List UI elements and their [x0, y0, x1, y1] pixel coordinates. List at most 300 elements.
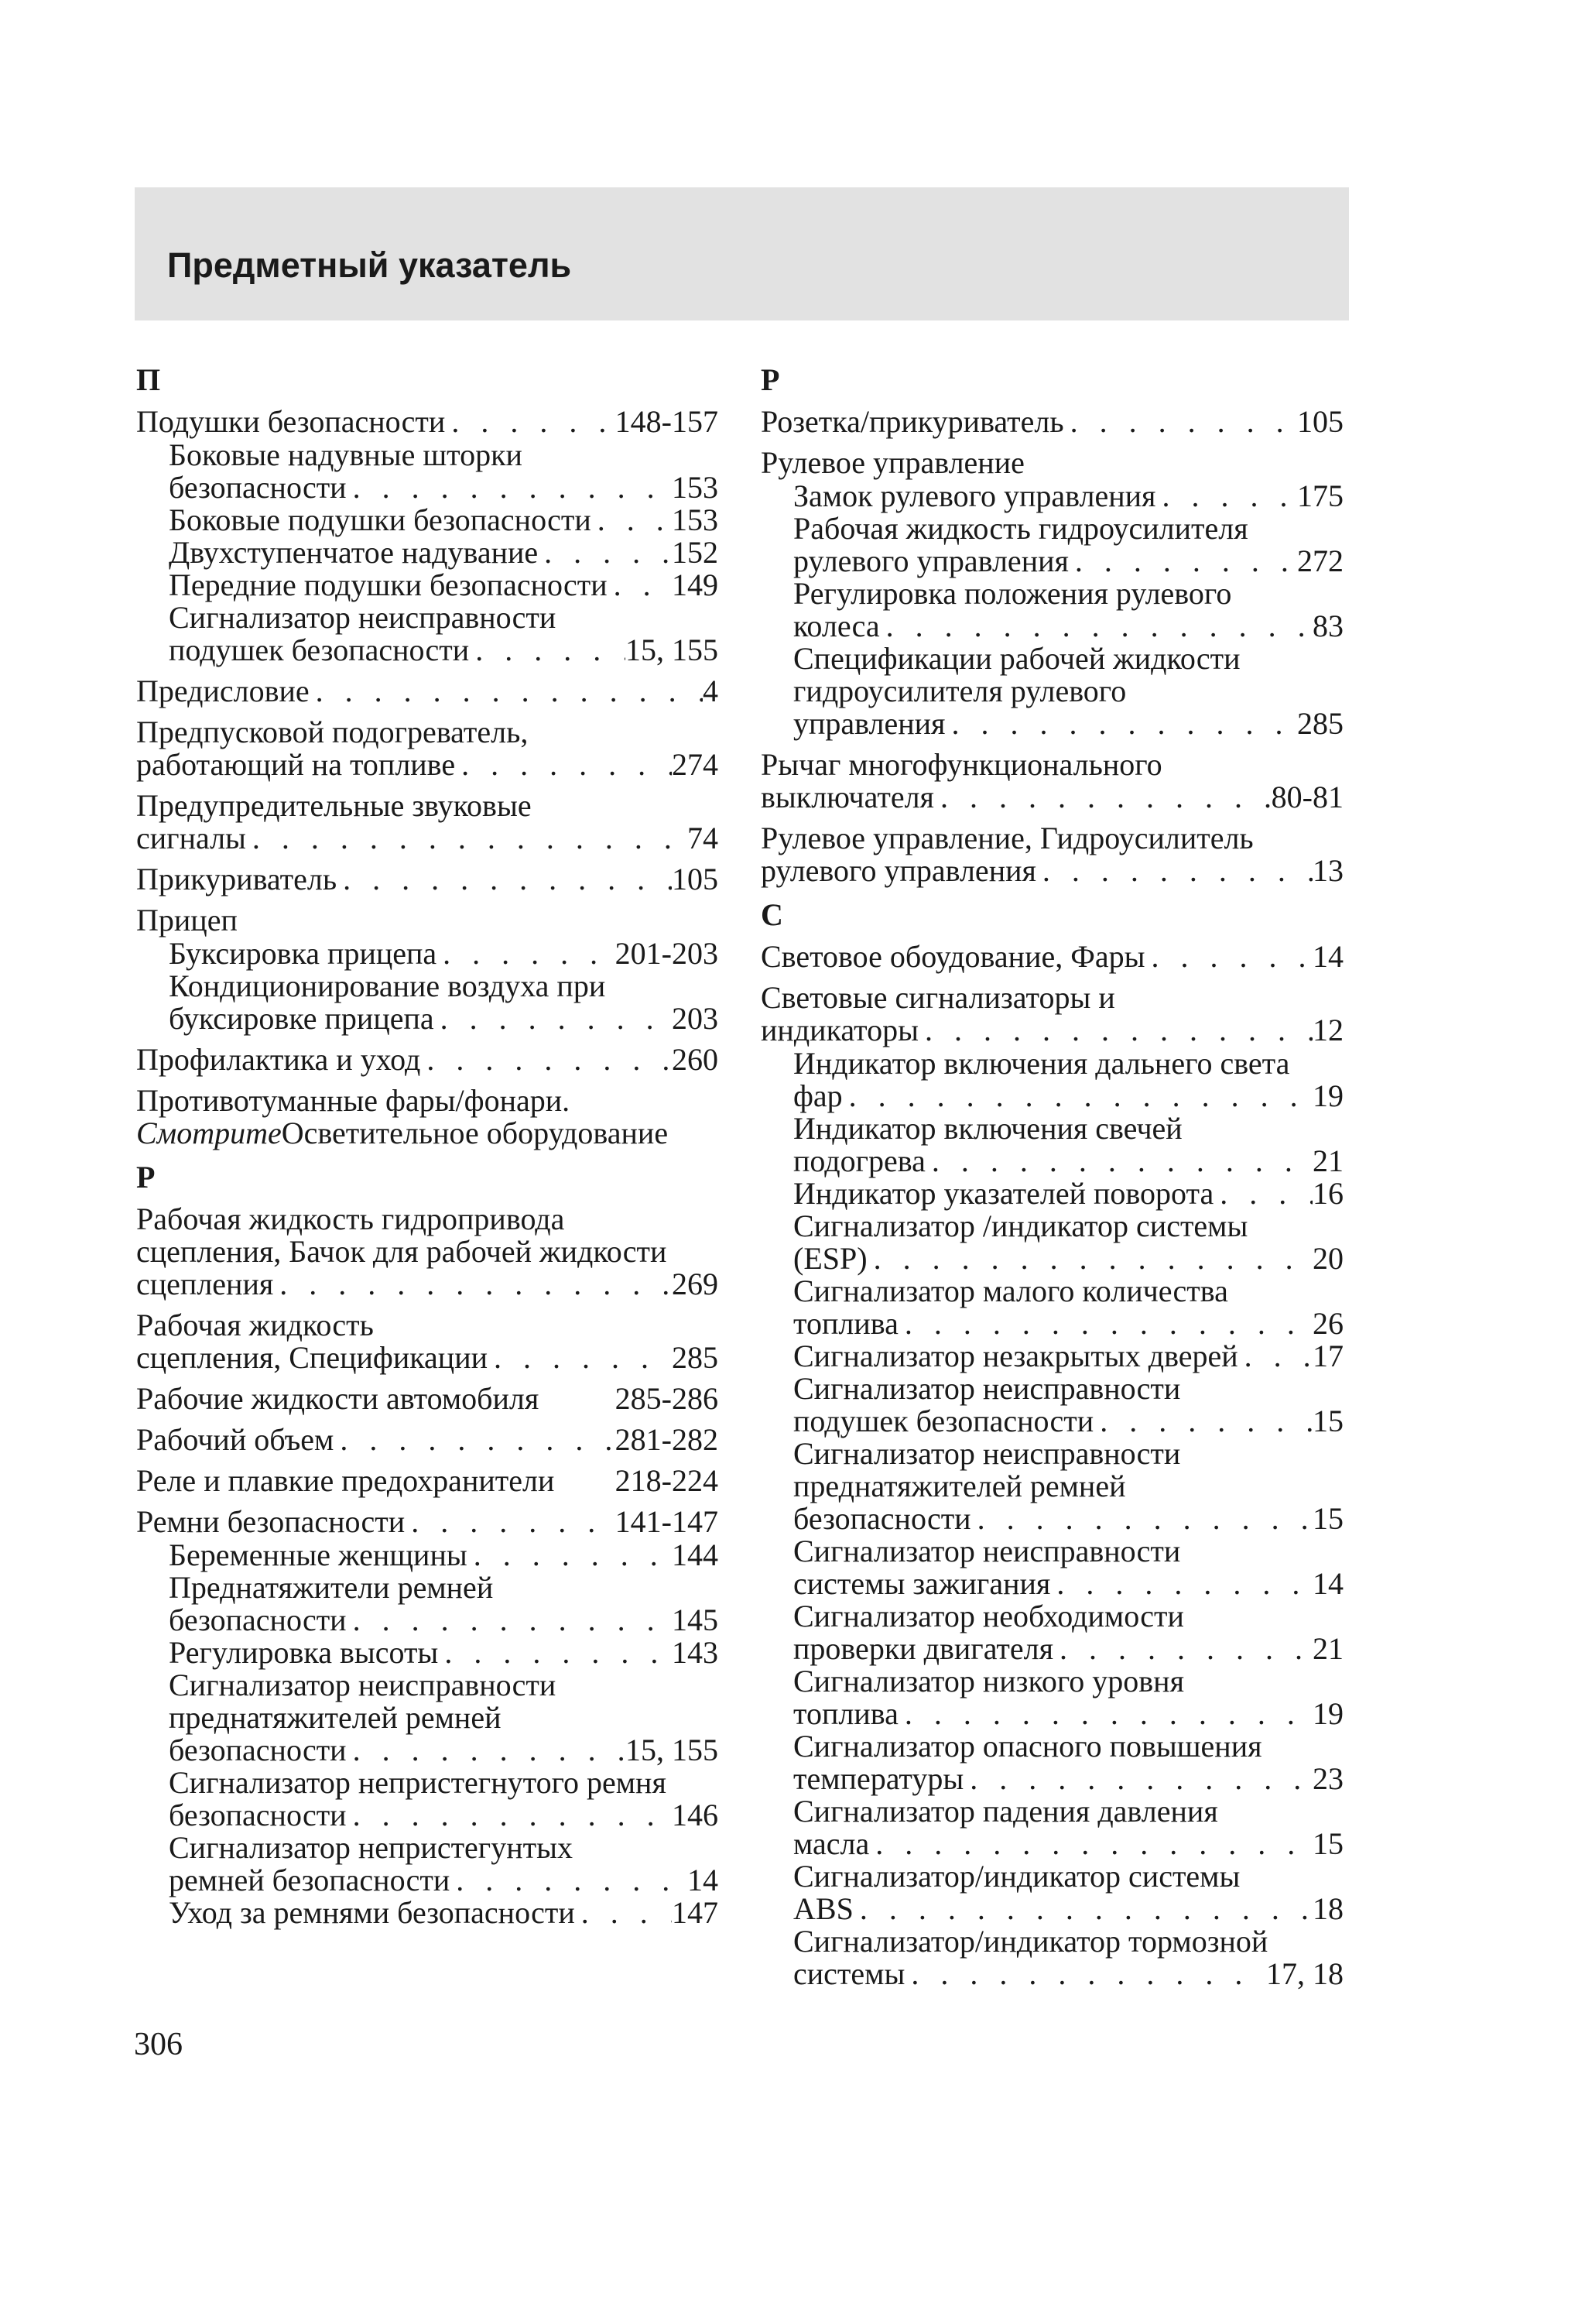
- page-number: 306: [134, 2027, 183, 2062]
- index-subentry: [136, 1832, 718, 1897]
- subentry-line: [761, 1145, 1344, 1177]
- page-ref: 144: [672, 1537, 718, 1572]
- dot-leader: [934, 781, 1272, 814]
- dot-leader: [1214, 1177, 1313, 1210]
- index-entry: [761, 447, 1344, 740]
- entry-label: Рычаг многофункционального: [761, 747, 1162, 782]
- dot-leader: [1069, 545, 1297, 578]
- subentry-line: [761, 1730, 1344, 1763]
- subentry-label: ABS: [793, 1891, 854, 1926]
- subentry-list: [136, 937, 718, 1035]
- subentry-label: Сигнализатор падения давления: [793, 1794, 1218, 1829]
- entry-line: [761, 1014, 1344, 1047]
- index-subentry: [761, 1210, 1344, 1275]
- dot-leader: [880, 610, 1313, 643]
- page-title: Предметный указатель: [167, 245, 572, 285]
- subentry-line: [761, 610, 1344, 643]
- index-entry: [136, 1085, 718, 1150]
- subentry-label: Сигнализатор незакрытых дверей: [793, 1339, 1238, 1373]
- subentry-label: топлива: [793, 1306, 899, 1341]
- entry-label: индикаторы: [761, 1013, 919, 1047]
- subentry-line: [761, 1568, 1344, 1600]
- subentry-line: [761, 578, 1344, 610]
- entry-line: [136, 904, 718, 937]
- subentry-line: [761, 545, 1344, 578]
- entry-line: [136, 1236, 718, 1268]
- entry-line: [136, 1383, 718, 1415]
- index-entry: [761, 941, 1344, 973]
- index-entry: [761, 822, 1344, 887]
- dot-leader: [455, 749, 672, 781]
- entry-line: [761, 406, 1344, 438]
- subentry-label: Уход за ремнями безопасности: [169, 1895, 575, 1930]
- subentry-label: безопасности: [793, 1501, 971, 1536]
- page-ref: 153: [672, 502, 718, 537]
- page-ref: 285: [1297, 706, 1344, 741]
- entry-label: Световые сигнализаторы и: [761, 980, 1115, 1015]
- index-entry: [761, 982, 1344, 1990]
- index-entry: [136, 1044, 718, 1076]
- section-letter: П: [136, 362, 161, 397]
- entry-label: Предпусковой подогреватель,: [136, 715, 529, 749]
- dot-leader: [467, 1539, 672, 1572]
- subentry-label: подогрева: [793, 1143, 926, 1178]
- section-letter: С: [761, 897, 783, 932]
- index-entry: [136, 1465, 718, 1497]
- entry-label: Осветительное оборудование: [281, 1116, 669, 1150]
- page-ref: 149: [672, 567, 718, 602]
- subentry-label: подушек безопасности: [793, 1404, 1094, 1438]
- subentry-list: [136, 439, 718, 667]
- subentry-label: Буксировка прицепа: [169, 936, 437, 971]
- subentry-label: Сигнализатор /индикатор системы: [793, 1208, 1248, 1243]
- entry-label: работающий на топливе: [136, 747, 456, 782]
- entry-label: Рабочая жидкость: [136, 1308, 374, 1342]
- page-ref: 21: [1313, 1143, 1344, 1178]
- index-entry: [136, 1383, 718, 1415]
- dot-leader: [919, 1014, 1313, 1047]
- dot-leader: [1155, 480, 1297, 512]
- index-subentry: [136, 439, 718, 504]
- subentry-line: [761, 1763, 1344, 1795]
- subentry-line: [761, 1893, 1344, 1925]
- subentry-label: безопасности: [169, 1733, 347, 1767]
- index-subentry: [136, 937, 718, 970]
- dot-leader: [1050, 1568, 1313, 1600]
- page-ref: 74: [687, 821, 718, 855]
- subentry-line: [761, 480, 1344, 512]
- subentry-line: [761, 643, 1344, 675]
- entry-label: сцепления, Бачок для рабочей жидкости: [136, 1234, 667, 1269]
- entry-label: Прицеп: [136, 903, 238, 937]
- subentry-label: Боковые подушки безопасности: [169, 502, 591, 537]
- subentry-line: [761, 1470, 1344, 1503]
- entry-label: Реле и плавкие предохранители: [136, 1463, 555, 1498]
- subentry-line: [136, 1864, 718, 1897]
- index-subentry: [761, 1177, 1344, 1210]
- entry-line: [136, 1268, 718, 1301]
- dot-leader: [1064, 406, 1297, 438]
- subentry-line: [761, 1210, 1344, 1243]
- entry-line: [136, 675, 718, 708]
- subentry-label: Индикатор включения свечей: [793, 1111, 1183, 1146]
- entry-line: [136, 1424, 718, 1456]
- index-section: [761, 896, 1344, 1990]
- entry-line: [136, 822, 718, 855]
- dot-leader: [869, 1828, 1313, 1860]
- dot-leader: [347, 471, 672, 504]
- subentry-line: [761, 708, 1344, 740]
- page-ref: 145: [672, 1602, 718, 1637]
- subentry-line: [761, 1177, 1344, 1210]
- index-subentry: [136, 504, 718, 536]
- subentry-label: Сигнализатор низкого уровня: [793, 1664, 1184, 1698]
- page-ref: 18: [1313, 1891, 1344, 1926]
- index-section: [136, 361, 718, 1150]
- dot-leader: [575, 1897, 672, 1929]
- index-subentry: [761, 1373, 1344, 1438]
- entry-line: [761, 749, 1344, 781]
- subentry-label: колеса: [793, 608, 880, 643]
- page-ref: 15, 155: [625, 1733, 718, 1767]
- entry-line: [761, 447, 1344, 479]
- subentry-label: масла: [793, 1826, 870, 1861]
- subentry-label: безопасности: [169, 1798, 347, 1832]
- index-subentry: [761, 1860, 1344, 1925]
- index-subentry: [761, 512, 1344, 578]
- subentry-line: [761, 1438, 1344, 1470]
- subentry-label: буксировке прицепа: [169, 1001, 434, 1036]
- subentry-label: Сигнализатор опасного повышения: [793, 1729, 1262, 1764]
- page-ref: 146: [672, 1798, 718, 1832]
- dot-leader: [438, 1637, 672, 1669]
- subentry-line: [761, 1112, 1344, 1145]
- dot-leader: [608, 569, 672, 602]
- section-letter: Р: [761, 362, 780, 397]
- subentry-label: Сигнализатор непристегунтых: [169, 1830, 573, 1865]
- entry-label: Противотуманные фары/фонари.: [136, 1083, 570, 1118]
- subentry-line: [136, 1572, 718, 1604]
- entry-label: Подушки безопасности: [136, 404, 446, 439]
- subentry-label: Сигнализатор неисправности: [169, 600, 556, 635]
- entry-label: Рабочий объем: [136, 1422, 334, 1457]
- subentry-list: [761, 1047, 1344, 1990]
- subentry-label: Спецификации рабочей жидкости: [793, 641, 1241, 676]
- page-ref: 203: [672, 1001, 718, 1036]
- index-subentry: [136, 1767, 718, 1832]
- subentry-line: [761, 1633, 1344, 1665]
- subentry-line: [761, 1080, 1344, 1112]
- dot-leader: [945, 708, 1297, 740]
- subentry-line: [761, 1698, 1344, 1730]
- page-ref: 175: [1297, 478, 1344, 513]
- page-ref: 260: [672, 1042, 718, 1077]
- subentry-label: проверки двигателя: [793, 1631, 1054, 1666]
- subentry-line: [136, 1003, 718, 1035]
- subentry-line: [761, 1373, 1344, 1405]
- index-subentry: [761, 480, 1344, 512]
- entry-label: сцепления, Спецификации: [136, 1340, 488, 1375]
- page-ref: 16: [1313, 1176, 1344, 1211]
- index-subentry: [136, 1897, 718, 1929]
- subentry-label: Сигнализатор неисправности: [793, 1436, 1181, 1471]
- page-ref: 80-81: [1271, 780, 1344, 814]
- subentry-line: [761, 1243, 1344, 1275]
- index-section: [761, 361, 1344, 887]
- dot-leader: [1036, 855, 1313, 887]
- index-entry: [761, 749, 1344, 814]
- subentry-line: [136, 1637, 718, 1669]
- dot-leader: [899, 1308, 1313, 1340]
- dot-leader: [347, 1799, 672, 1832]
- page-ref: 13: [1313, 853, 1344, 888]
- index-subentry: [761, 1925, 1344, 1990]
- subentry-label: фар: [793, 1078, 843, 1113]
- subentry-label: управления: [793, 706, 946, 741]
- index-subentry: [136, 536, 718, 569]
- subentry-label: Сигнализатор неисправности: [793, 1534, 1181, 1568]
- subentry-line: [136, 1702, 718, 1734]
- entry-label: рулевого управления: [761, 853, 1036, 888]
- subentry-label: температуры: [793, 1761, 964, 1796]
- dot-leader: [488, 1342, 672, 1374]
- subentry-label: (ESP): [793, 1241, 868, 1276]
- index-entry: [136, 1506, 718, 1929]
- subentry-line: [136, 1832, 718, 1864]
- page-ref: 15, 155: [625, 632, 718, 667]
- dot-leader: [469, 634, 625, 667]
- subentry-line: [761, 1925, 1344, 1958]
- index-subentry: [136, 970, 718, 1035]
- page-ref: 17: [1313, 1339, 1344, 1373]
- entry-label: Рулевое управление, Гидроусилитель: [761, 821, 1254, 855]
- entry-line: [136, 1342, 718, 1374]
- dot-leader: [843, 1080, 1313, 1112]
- entry-line: [136, 406, 718, 438]
- subentry-label: подушек безопасности: [169, 632, 470, 667]
- subentry-label: Сигнализатор неисправности: [793, 1371, 1181, 1406]
- dot-leader: [1238, 1340, 1313, 1373]
- dot-leader: [899, 1698, 1313, 1730]
- index-entry: [136, 1309, 718, 1374]
- subentry-label: преднатяжителей ремней: [793, 1469, 1126, 1503]
- index-subentry: [136, 1572, 718, 1637]
- subentry-label: системы зажигания: [793, 1566, 1051, 1601]
- entry-label: Ремни безопасности: [136, 1504, 406, 1539]
- page-ref: 17, 18: [1266, 1956, 1344, 1991]
- page-ref: 4: [703, 674, 718, 708]
- dot-leader: [1145, 941, 1313, 973]
- page-ref: 269: [672, 1267, 718, 1301]
- entry-label: Предупредительные звуковые: [136, 788, 532, 823]
- subentry-line: [136, 569, 718, 602]
- dot-leader: [971, 1503, 1313, 1535]
- index-subentry: [136, 569, 718, 602]
- index-column-right: [761, 361, 1344, 1999]
- subentry-label: Сигнализатор малого количества: [793, 1273, 1228, 1308]
- page-ref: 281-282: [614, 1422, 718, 1457]
- subentry-line: [761, 1047, 1344, 1080]
- index-subentry: [761, 1275, 1344, 1340]
- index-subentry: [136, 1637, 718, 1669]
- dot-leader: [1094, 1405, 1313, 1438]
- subentry-label: рулевого управления: [793, 543, 1069, 578]
- subentry-line: [761, 675, 1344, 708]
- subentry-line: [136, 1734, 718, 1767]
- page-ref: 147: [672, 1895, 718, 1930]
- subentry-line: [761, 1503, 1344, 1535]
- entry-line: [136, 1044, 718, 1076]
- dot-leader: [347, 1604, 672, 1637]
- page-ref: 105: [1297, 404, 1344, 439]
- index-entry: [136, 716, 718, 781]
- page-ref: 218-224: [614, 1463, 718, 1498]
- subentry-line: [136, 1669, 718, 1702]
- entry-line: [136, 1117, 718, 1150]
- subentry-label: Индикатор указателей поворота: [793, 1176, 1214, 1211]
- index-subentry: [761, 1047, 1344, 1112]
- page-ref: 201-203: [614, 936, 718, 971]
- subentry-label: безопасности: [169, 1602, 347, 1637]
- entry-label: Рабочие жидкости автомобиля: [136, 1381, 539, 1416]
- subentry-line: [761, 1405, 1344, 1438]
- subentry-label: Сигнализатор/индикатор системы: [793, 1859, 1241, 1894]
- page-ref: 15: [1313, 1826, 1344, 1861]
- header-band: [135, 187, 1349, 320]
- index-subentry: [761, 643, 1344, 740]
- subentry-label: Регулировка высоты: [169, 1635, 439, 1670]
- subentry-label: безопасности: [169, 470, 347, 505]
- subentry-list: [761, 480, 1344, 740]
- entry-label: сигналы: [136, 821, 246, 855]
- page-ref: 21: [1313, 1631, 1344, 1666]
- index-subentry: [761, 1600, 1344, 1665]
- index-entry: [761, 406, 1344, 438]
- index-column-left: [136, 361, 718, 1938]
- subentry-label: Кондиционирование воздуха при: [169, 968, 606, 1003]
- page-ref: 26: [1313, 1306, 1344, 1341]
- subentry-line: [761, 1795, 1344, 1828]
- entry-label: выключателя: [761, 780, 934, 814]
- index-subentry: [761, 1112, 1344, 1177]
- dot-leader: [868, 1243, 1313, 1275]
- subentry-line: [136, 1799, 718, 1832]
- page-ref: 285: [672, 1340, 718, 1375]
- subentry-line: [761, 512, 1344, 545]
- dot-leader: [334, 1424, 614, 1456]
- page-ref: 272: [1297, 543, 1344, 578]
- subentry-list: [136, 1539, 718, 1929]
- index-subentry: [761, 1535, 1344, 1600]
- index-subentry: [136, 1669, 718, 1767]
- subentry-label: Беременные женщины: [169, 1537, 467, 1572]
- dot-leader: [450, 1864, 687, 1897]
- subentry-line: [761, 1340, 1344, 1373]
- index-entry: [136, 406, 718, 667]
- dot-leader: [905, 1958, 1266, 1990]
- page-ref: 143: [672, 1635, 718, 1670]
- page-ref: 83: [1313, 608, 1344, 643]
- entry-line: [136, 790, 718, 822]
- dot-leader: [1053, 1633, 1313, 1665]
- index-entry: [136, 1203, 718, 1301]
- entry-label: Предисловие: [136, 674, 310, 708]
- see-reference: Смотрите: [136, 1116, 282, 1150]
- subentry-label: Двухступенчатое надувание: [169, 535, 539, 570]
- subentry-line: [761, 1275, 1344, 1308]
- subentry-label: Рабочая жидкость гидроусилителя: [793, 511, 1248, 546]
- subentry-label: Сигнализатор необходимости: [793, 1599, 1184, 1633]
- dot-leader: [538, 536, 672, 569]
- index-entry: [136, 1424, 718, 1456]
- subentry-line: [136, 937, 718, 970]
- page-ref: 153: [672, 470, 718, 505]
- subentry-line: [761, 1828, 1344, 1860]
- subentry-line: [136, 1539, 718, 1572]
- entry-line: [136, 863, 718, 896]
- dot-leader: [273, 1268, 672, 1301]
- index-subentry: [136, 1539, 718, 1572]
- page-ref: 20: [1313, 1241, 1344, 1276]
- subentry-line: [136, 536, 718, 569]
- index-subentry: [761, 1340, 1344, 1373]
- subentry-line: [136, 1604, 718, 1637]
- page-ref: 105: [672, 862, 718, 896]
- subentry-line: [761, 1308, 1344, 1340]
- index-entry: [136, 904, 718, 1035]
- subentry-line: [761, 1535, 1344, 1568]
- subentry-label: Регулировка положения рулевого: [793, 576, 1232, 611]
- page-ref: 152: [672, 535, 718, 570]
- entry-line: [136, 1465, 718, 1497]
- subentry-label: преднатяжителей ремней: [169, 1700, 502, 1735]
- entry-line: [761, 941, 1344, 973]
- page-ref: 141-147: [614, 1504, 718, 1539]
- subentry-label: Сигнализатор неисправности: [169, 1668, 556, 1702]
- entry-line: [136, 716, 718, 749]
- dot-leader: [591, 504, 672, 536]
- subentry-line: [136, 504, 718, 536]
- dot-leader: [347, 1734, 625, 1767]
- page-ref: 19: [1313, 1078, 1344, 1113]
- index-entry: [136, 863, 718, 896]
- entry-line: [136, 1085, 718, 1117]
- subentry-label: Сигнализатор/индикатор тормозной: [793, 1924, 1268, 1959]
- entry-line: [136, 1309, 718, 1342]
- page-ref: 14: [1313, 1566, 1344, 1601]
- page-ref: 19: [1313, 1696, 1344, 1731]
- page-ref: 23: [1313, 1761, 1344, 1796]
- index-subentry: [761, 1438, 1344, 1535]
- subentry-line: [136, 602, 718, 634]
- index-section: [136, 1158, 718, 1929]
- entry-line: [136, 1506, 718, 1538]
- subentry-label: Преднатяжители ремней: [169, 1570, 494, 1605]
- index-subentry: [761, 578, 1344, 643]
- subentry-label: топлива: [793, 1696, 899, 1731]
- page-ref: 12: [1313, 1013, 1344, 1047]
- entry-label: Световое обоудование, Фары: [761, 939, 1145, 974]
- dot-leader: [926, 1145, 1313, 1177]
- index-entry: [136, 675, 718, 708]
- entry-label: сцепления: [136, 1267, 274, 1301]
- dot-leader: [434, 1003, 672, 1035]
- subentry-line: [136, 1767, 718, 1799]
- entry-line: [761, 822, 1344, 855]
- subentry-label: ремней безопасности: [169, 1863, 450, 1897]
- entry-line: [761, 781, 1344, 814]
- page-ref: 285-286: [614, 1381, 718, 1416]
